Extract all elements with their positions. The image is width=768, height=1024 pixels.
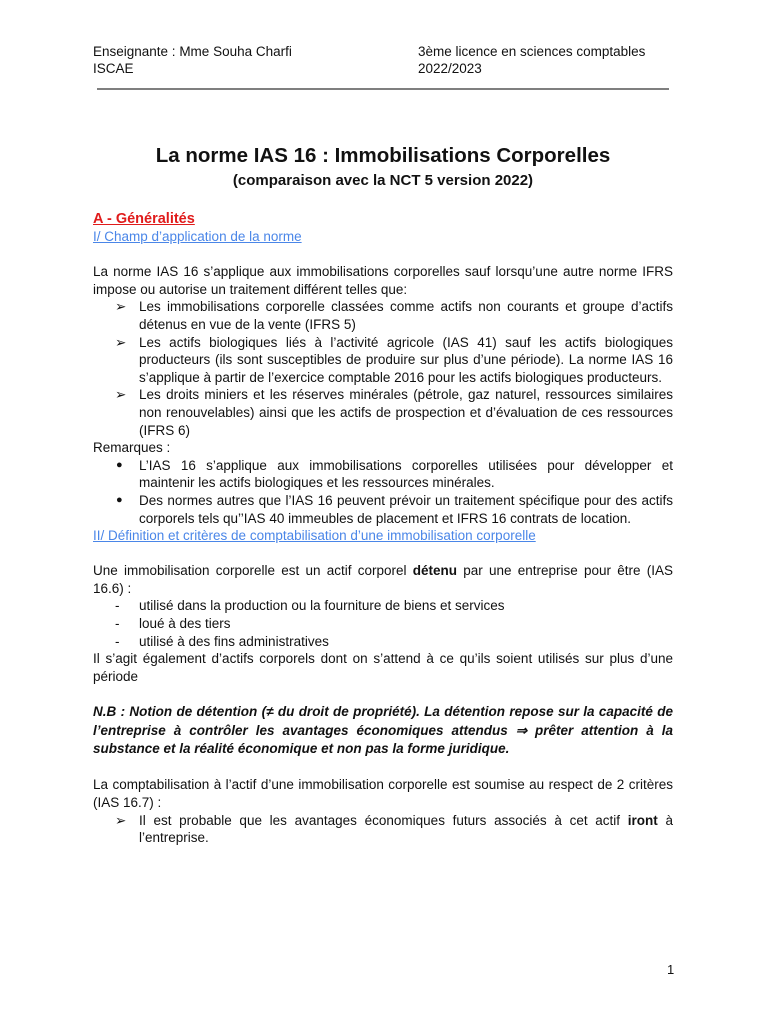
uses-list — [93, 597, 673, 650]
exclusions-list — [93, 298, 673, 439]
arrow-bullet-icon: ➢ — [115, 334, 127, 350]
dot-bullet-icon: ● — [116, 493, 123, 506]
teacher-name: Enseignante : Mme Souha Charfi — [93, 44, 292, 59]
subsection-2-link[interactable]: II/ Définition et critères de comptabilisation d’une immobilisation corporelle — [93, 528, 536, 544]
page-subtitle: (comparaison avec la NCT 5 version 2022) — [232, 172, 534, 189]
dot-bullet-icon: ● — [116, 458, 123, 471]
list-item: ➢ Il est probable que les avantages économiques futurs associés à cet actif iront à l’entreprise. — [115, 812, 673, 846]
dash-bullet-icon: - — [115, 598, 120, 614]
arrow-bullet-icon: ➢ — [115, 812, 127, 828]
list-item: ● L’IAS 16 s’applique aux immobilisations corporelles utilisées pour développer et maintenir les actifs biologiques et les ressources minérales. — [116, 457, 673, 491]
page-title: La norme IAS 16 : Immobilisations Corporelles — [155, 144, 611, 167]
definition-paragraph: Une immobilisation corporelle est un actif corporel détenu par une entreprise pour être (IAS 16.6) : — [93, 563, 674, 596]
dash-bullet-icon: - — [115, 633, 120, 649]
document-body — [93, 143, 673, 847]
list-item: ● Des normes autres que l’IAS 16 peuvent prévoir un traitement spécifique pour des actifs corporels tels qu’’IAS 40 immeubles de placement et IFRS 16 contrats de location. — [116, 492, 673, 526]
arrow-bullet-icon: ➢ — [115, 387, 127, 403]
program-name: 3ème licence en sciences comptables — [418, 44, 646, 59]
academic-year: 2022/2023 — [418, 61, 482, 76]
arrow-bullet-icon: ➢ — [115, 299, 127, 315]
remarks-list — [93, 457, 673, 527]
list-item: - utilisé à des fins administratives — [115, 633, 329, 649]
header-divider — [97, 88, 669, 90]
detention-note: N.B : Notion de détention (≠ du droit de propriété). La détention repose sur la capacité de l’entreprise à contrôler les avantages économiques attendus ⇒ prêter attention à la substance et la réalité économique et non pas la forme juridique. — [93, 704, 673, 757]
school-name: ISCAE — [93, 61, 134, 76]
list-item: - loué à des tiers — [115, 616, 231, 632]
header-left — [93, 43, 292, 77]
remarks-label: Remarques : — [93, 440, 171, 456]
scope-intro: La norme IAS 16 s’applique aux immobilisations corporelles sauf lorsqu’une autre norme IFRS impose ou autorise un traitement différent telles que: — [93, 264, 673, 297]
list-item: ➢ Les actifs biologiques liés à l’activité agricole (IAS 41) sauf les actifs biologiques producteurs (ils sont susceptibles de produire sur plus d’une période). La norme IAS 16 s’applique à partir de l’exercice comptable 2016 pour les actifs biologiques producteurs. — [115, 334, 673, 385]
dash-bullet-icon: - — [115, 616, 120, 632]
criteria-intro: La comptabilisation à l’actif d’une immobilisation corporelle est soumise au respect de 2 critères (IAS 16.7) : — [93, 777, 673, 810]
criteria-list — [93, 812, 673, 847]
page-number: 1 — [667, 962, 675, 977]
list-item: ➢ Les droits miniers et les réserves minérales (pétrole, gaz naturel, ressources similaires non renouvelables) ainsi que les actifs de prospection et d’évaluation de ces ressources (IFRS 6) — [115, 387, 673, 438]
section-a-heading: A - Généralités — [93, 211, 195, 227]
header-right — [418, 43, 645, 77]
list-item: ➢ Les immobilisations corporelle classées comme actifs non courants et groupe d’actifs détenus en vue de la vente (IFRS 5) — [115, 299, 673, 332]
definition-extra: Il s’agit également d’actifs corporels dont on s’attend à ce qu’ils soient utilisés sur plus d’une période — [93, 651, 673, 684]
implies-arrow-icon: ⇒ — [515, 722, 528, 738]
subsection-1-link[interactable]: I/ Champ d’application de la norme — [93, 229, 302, 244]
list-item: - utilisé dans la production ou la fourniture de biens et services — [115, 598, 505, 614]
